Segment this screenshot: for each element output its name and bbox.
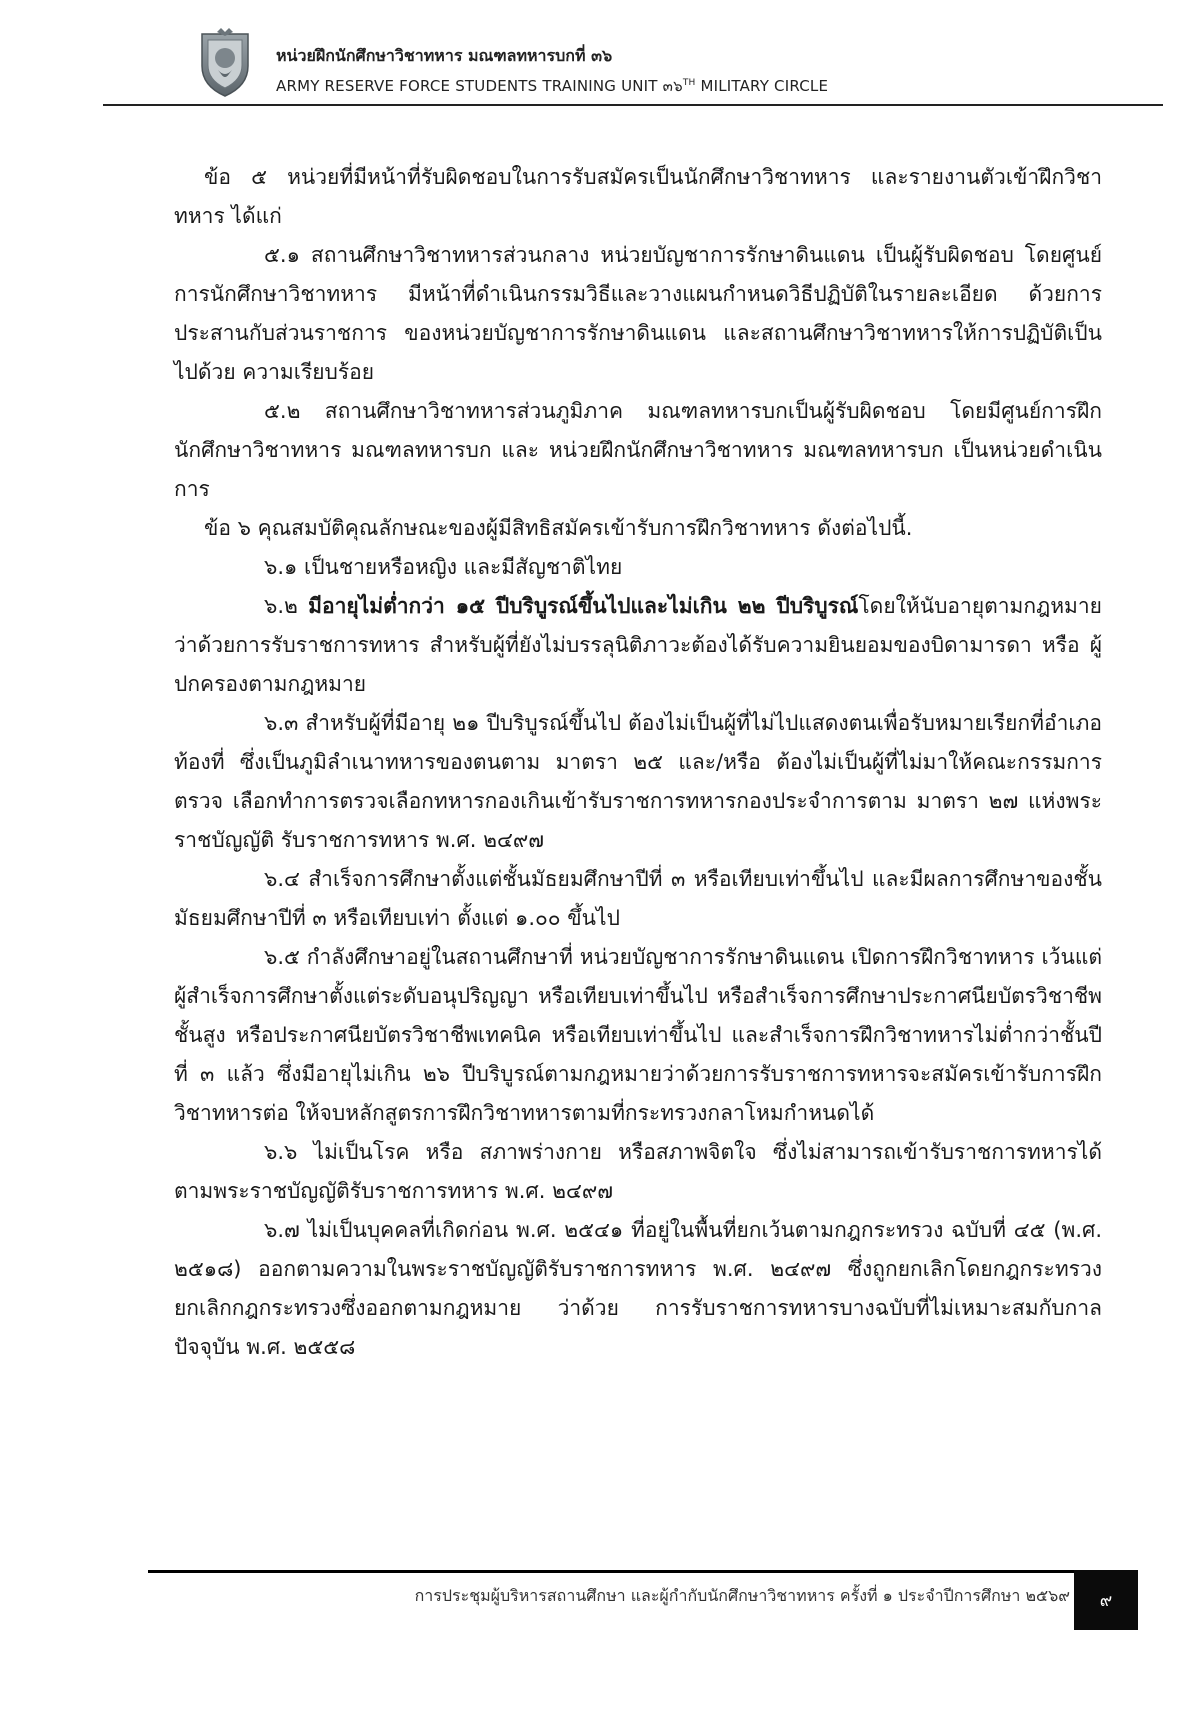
age-requirement-bold: มีอายุไม่ต่ำกว่า ๑๕ ปีบริบูรณ์ขึ้นไปและไม่เกิน ๒๒ ปีบริบูรณ์ <box>308 594 859 618</box>
clause-6: ข้อ ๖ คุณสมบัติคุณลักษณะของผู้มีสิทธิสมัครเข้ารับการฝึกวิชาทหาร ดังต่อไปนี้. <box>204 516 913 540</box>
page-number: ๙ <box>1074 1570 1138 1630</box>
unit-name-thai: หน่วยฝึกนักศึกษาวิชาทหาร มณฑลทหารบกที่ ๓๖ <box>276 46 613 65</box>
clause-5-1: ๕.๑ สถานศึกษาวิชาทหารส่วนกลาง หน่วยบัญชาการรักษาดินแดน เป็นผู้รับผิดชอบ โดยศูนย์การนักศึกษาวิชาทหาร มีหน้าที่ดำเนินกรรมวิธีและวางแผนกำหนดวิธีปฏิบัติในรายละเอียด ด้วยการประสานกับส่วนราชการ ของหน่วยบัญชาการรักษาดินแดน และสถานศึกษาวิชาทหารให้การปฏิบัติเป็นไปด้วย ความเรียบร้อย <box>174 243 1102 384</box>
footer-caption: การประชุมผู้บริหารสถานศึกษา และผู้กำกับนักศึกษาวิชาทหาร ครั้งที่ ๑ ประจำปีการศึกษา ๒๕๖๙ <box>414 1586 1070 1605</box>
clause-6-2: ๖.๒ มีอายุไม่ต่ำกว่า ๑๕ ปีบริบูรณ์ขึ้นไปและไม่เกิน ๒๒ ปีบริบูรณ์โดยให้นับอายุตามกฎหมายว่าด้วยการรับราชการทหาร สำหรับผู้ที่ยังไม่บรรลุนิติภาวะต้องได้รับความยินยอมของบิดามารดา หรือ ผู้ปกครองตามกฎหมาย <box>174 594 1102 696</box>
army-emblem-icon <box>196 26 254 98</box>
clause-5-2: ๕.๒ สถานศึกษาวิชาทหารส่วนภูมิภาค มณฑลทหารบกเป็นผู้รับผิดชอบ โดยมีศูนย์การฝึกนักศึกษาวิชาทหาร มณฑลทหารบก และ หน่วยฝึกนักศึกษาวิชาทหาร มณฑลทหารบก เป็นหน่วยดำเนินการ <box>174 399 1102 501</box>
clause-6-3: ๖.๓ สำหรับผู้ที่มีอายุ ๒๑ ปีบริบูรณ์ขึ้นไป ต้องไม่เป็นผู้ที่ไม่ไปแสดงตนเพื่อรับหมายเรียกที่อำเภอท้องที่ ซึ่งเป็นภูมิลำเนาทหารของตนตาม มาตรา ๒๕ และ/หรือ ต้องไม่เป็นผู้ที่ไม่มาให้คณะกรรมการตรวจ เลือกทำการตรวจเลือกทหารกองเกินเข้ารับราชการทหารกองประจำการตาม มาตรา ๒๗ แห่งพระราชบัญญัติ รับราชการทหาร พ.ศ. ๒๔๙๗ <box>174 711 1102 852</box>
document-body <box>174 158 1102 1367</box>
clause-6-7: ๖.๗ ไม่เป็นบุคคลที่เกิดก่อน พ.ศ. ๒๕๔๑ ที่อยู่ในพื้นที่ยกเว้นตามกฎกระทรวง ฉบับที่ ๔๕ (พ.ศ. ๒๕๑๘) ออกตามความในพระราชบัญญัติรับราชการทหาร พ.ศ. ๒๔๙๗ ซึ่งถูกยกเลิกโดยกฎกระทรวง ยกเลิกกฎกระทรวงซึ่งออกตามกฎหมาย ว่าด้วย การรับราชการทหารบางฉบับที่ไม่เหมาะสมกับกาลปัจจุบัน พ.ศ. ๒๕๕๘ <box>174 1218 1102 1359</box>
page-header <box>0 0 1193 110</box>
clause-6-4: ๖.๔ สำเร็จการศึกษาตั้งแต่ชั้นมัธยมศึกษาปีที่ ๓ หรือเทียบเท่าขึ้นไป และมีผลการศึกษาของชั้นมัธยมศึกษาปีที่ ๓ หรือเทียบเท่า ตั้งแต่ ๑.๐๐ ขึ้นไป <box>174 867 1102 930</box>
clause-5: ข้อ ๕ หน่วยที่มีหน้าที่รับผิดชอบในการรับสมัครเป็นนักศึกษาวิชาทหาร และรายงานตัวเข้าฝึกวิชาทหาร ได้แก่ <box>174 165 1102 228</box>
footer-divider <box>148 1570 1138 1573</box>
clause-6-1: ๖.๑ เป็นชายหรือหญิง และมีสัญชาติไทย <box>264 555 623 579</box>
clause-6-6: ๖.๖ ไม่เป็นโรค หรือ สภาพร่างกาย หรือสภาพจิตใจ ซึ่งไม่สามารถเข้ารับราชการทหารได้ ตามพระราชบัญญัติรับราชการทหาร พ.ศ. ๒๔๙๗ <box>174 1140 1102 1203</box>
unit-name-english: ARMY RESERVE FORCE STUDENTS TRAINING UNIT ๓๖$^{TH}$ MILITARY CIRCLE <box>276 77 829 95</box>
header-divider <box>103 104 1163 106</box>
clause-6-5: ๖.๕ กำลังศึกษาอยู่ในสถานศึกษาที่ หน่วยบัญชาการรักษาดินแดน เปิดการฝึกวิชาทหาร เว้นแต่ผู้สำเร็จการศึกษาตั้งแต่ระดับอนุปริญญา หรือเทียบเท่าขึ้นไป หรือสำเร็จการศึกษาประกาศนียบัตรวิชาชีพชั้นสูง หรือประกาศนียบัตรวิชาชีพเทคนิค หรือเทียบเท่าขึ้นไป และสำเร็จการฝึกวิชาทหารไม่ต่ำกว่าชั้นปีที่ ๓ แล้ว ซึ่งมีอายุไม่เกิน ๒๖ ปีบริบูรณ์ตามกฎหมายว่าด้วยการรับราชการทหารจะสมัครเข้ารับการฝึกวิชาทหารต่อ ให้จบหลักสูตรการฝึกวิชาทหารตามที่กระทรวงกลาโหมกำหนดได้ <box>174 945 1102 1125</box>
